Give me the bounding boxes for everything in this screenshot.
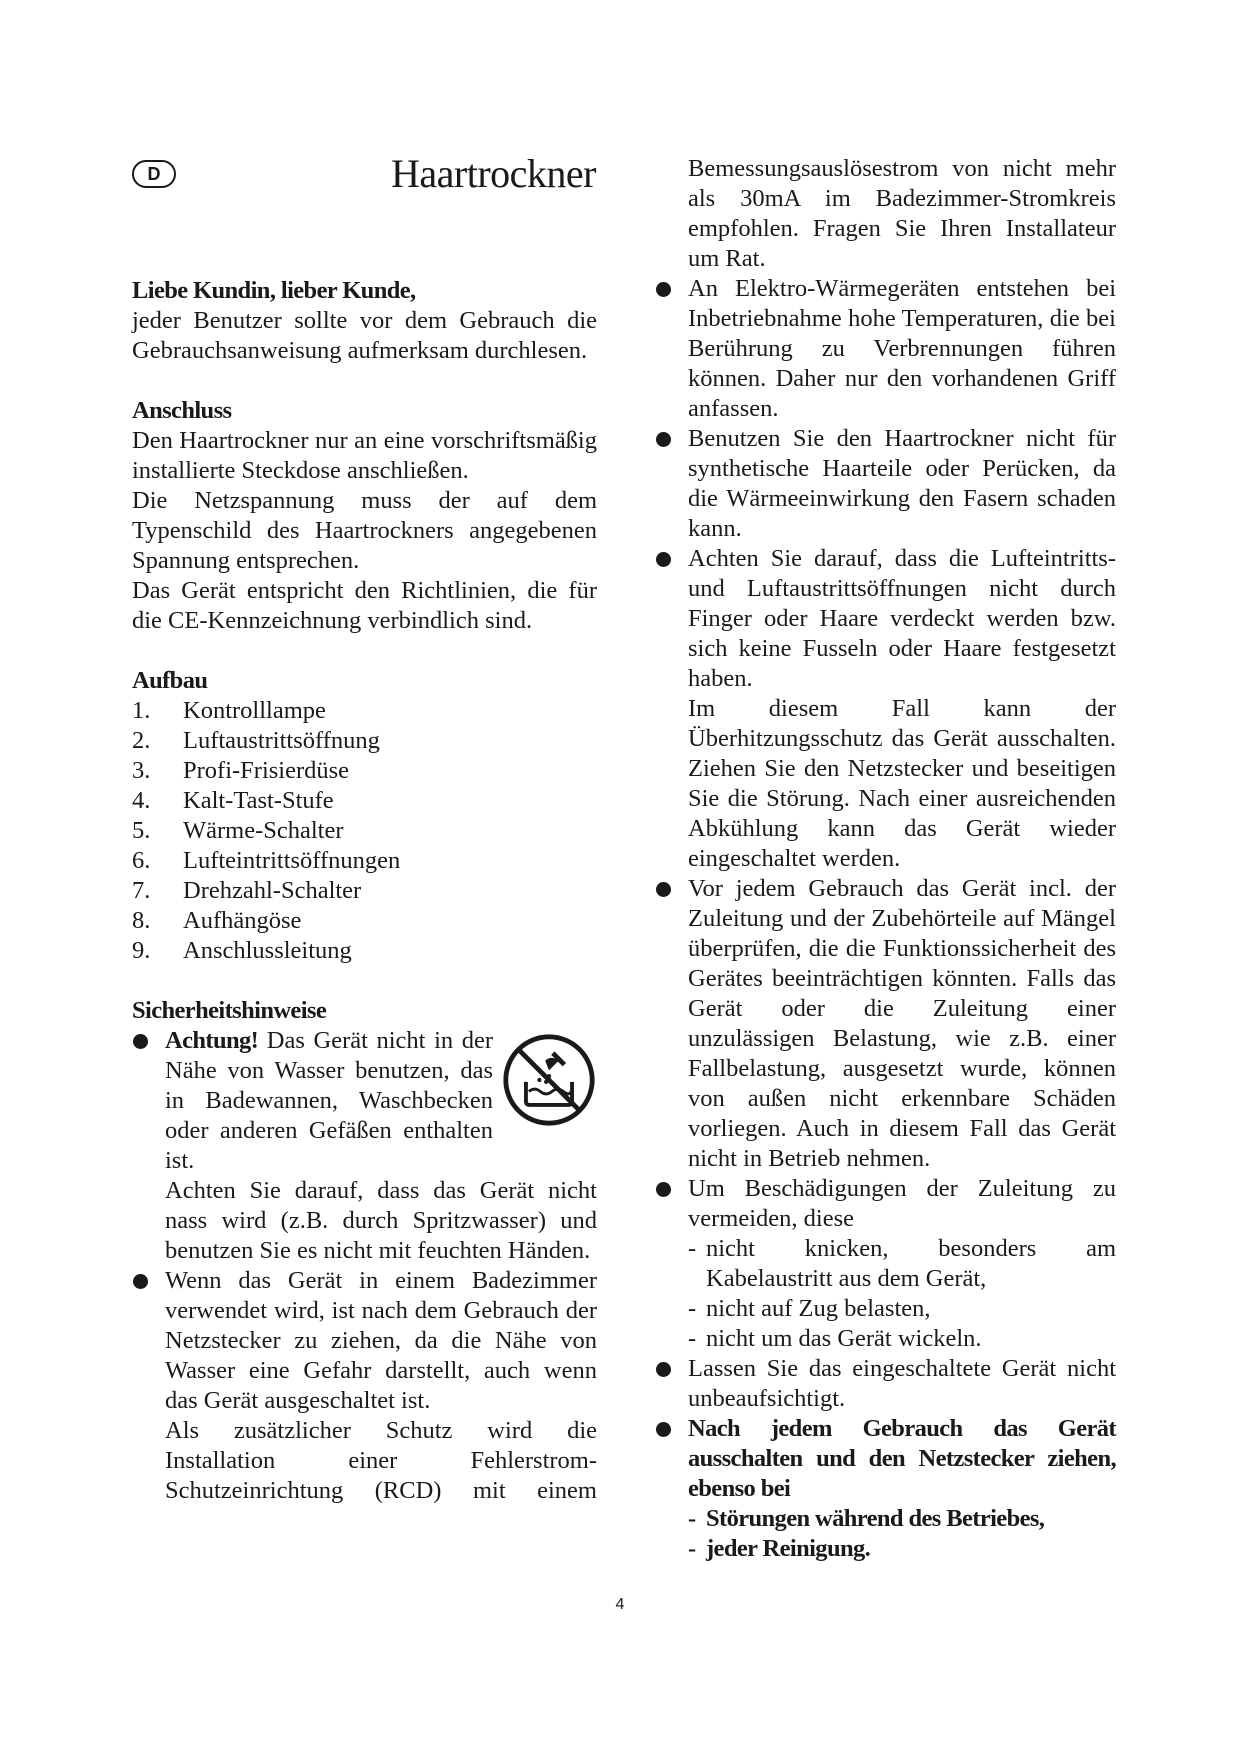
safety-item-unplug <box>655 1414 1116 1564</box>
safety-overheat-text: Im diesem Fall kann der Überhitzungsschutz das Gerät ausschalten. Ziehen Sie den Netzstecker und beseitigen Sie die Störung. Nach einer ausreichenden Abkühlung kann das Gerät wieder eingeschaltet werden. <box>688 695 1116 872</box>
salutation: Liebe Kundin, lieber Kunde, <box>132 277 416 304</box>
item-number: 1. <box>132 697 151 724</box>
language-badge: D <box>132 160 176 188</box>
safety-unplug-text: Nach jedem Gebrauch das Gerät ausschalten und den Netzstecker ziehen, ebenso bei <box>688 1415 1116 1502</box>
item-label: Drehzahl-Schalter <box>183 877 362 904</box>
safety-item-water <box>132 1026 597 1266</box>
unplug-dash-list <box>688 1504 1116 1564</box>
safety-item-synthetic <box>655 424 1116 544</box>
safety-rcd-continued <box>655 154 1116 274</box>
no-water-warning-icon <box>501 1032 597 1128</box>
safety-item-cable <box>655 1174 1116 1354</box>
anschluss-paragraph-2: Die Netzspannung muss der auf dem Typenschild des Haartrockners angegebenen Spannung entsprechen. <box>132 487 597 574</box>
safety-airflow-text: Achten Sie darauf, dass die Lufteintritts- und Luftaustrittsöffnungen nicht durch Finger oder Haare verdeckt werden bzw. sich keine Fusseln oder Haare festgesetzt haben. <box>688 545 1116 692</box>
item-label: Wärme-Schalter <box>183 817 344 844</box>
safety-bathroom-text: Wenn das Gerät in einem Badezimmer verwendet wird, ist nach dem Gebrauch der Netzstecker zu ziehen, da die Nähe von Wasser eine Gefahr darstellt, auch wenn das Gerät ausgeschaltet ist. <box>165 1267 597 1414</box>
item-number: 8. <box>132 907 151 934</box>
item-label: Anschlussleitung <box>183 937 352 964</box>
list-item <box>132 936 597 966</box>
list-item <box>132 756 597 786</box>
safety-item-airflow <box>655 544 1116 874</box>
safety-item-bathroom <box>132 1266 597 1506</box>
safety-synthetic-text: Benutzen Sie den Haartrockner nicht für synthetische Haarteile oder Perücken, da die Wärmeeinwirkung den Fasern schaden kann. <box>688 425 1116 542</box>
anschluss-heading: Anschluss <box>132 397 232 424</box>
list-item: - nicht um das Gerät wickeln. <box>688 1324 1116 1354</box>
safety-rcd-continued-text: Bemessungsauslösestrom von nicht mehr als 30mA im Badezimmer-Stromkreis empfohlen. Fragen Sie Ihren Installateur um Rat. <box>688 155 1116 272</box>
item-label: Kalt-Tast-Stufe <box>183 787 334 814</box>
aufbau-heading: Aufbau <box>132 667 208 694</box>
item-number: 9. <box>132 937 151 964</box>
list-item <box>132 846 597 876</box>
list-item <box>132 726 597 756</box>
item-number: 2. <box>132 727 151 754</box>
item-number: 3. <box>132 757 151 784</box>
safety-water-text-2: Achten Sie darauf, dass das Gerät nicht nass wird (z.B. durch Spritzwasser) und benutzen Sie es nicht mit feuchten Händen. <box>165 1177 597 1264</box>
safety-list-continued <box>655 154 1116 1564</box>
item-number: 6. <box>132 847 151 874</box>
list-item <box>132 696 597 726</box>
safety-item-heat <box>655 274 1116 424</box>
safety-water-text: Achtung! Das Gerät nicht in der Nähe von Wasser benutzen, das in Badewannen, Waschbecken oder anderen Gefäßen enthalten ist. <box>165 1027 493 1174</box>
list-item <box>132 906 597 936</box>
list-item: - nicht auf Zug belasten, <box>688 1294 1116 1324</box>
list-item: - nicht knicken, besonders am Kabelaustritt aus dem Gerät, <box>688 1234 1116 1294</box>
safety-inspection-text: Vor jedem Gebrauch das Gerät incl. der Zuleitung und der Zubehörteile auf Mängel überprüfen, die die Funktionssicherheit des Gerätes beeinträchtigen könnten. Falls das Gerät oder die Zuleitung einer unzulässigen Belastung, wie z.B. einer Fallbelastung, ausgesetzt wurde, können von außen nicht erkennbare Schäden vorliegen. Auch in diesem Fall das Gerät nicht in Betrieb nehmen. <box>688 875 1116 1172</box>
item-label: Luftaustrittsöffnung <box>183 727 380 754</box>
safety-list <box>132 1026 597 1506</box>
item-label: Aufhängöse <box>183 907 302 934</box>
safety-item-unattended <box>655 1354 1116 1414</box>
item-label: Lufteintrittsöffnungen <box>183 847 401 874</box>
list-item: - jeder Reinigung. <box>688 1534 1116 1564</box>
item-label: Profi-Frisierdüse <box>183 757 350 784</box>
anschluss-paragraph-1: Den Haartrockner nur an eine vorschriftsmäßig installierte Steckdose anschließen. <box>132 427 597 484</box>
intro-text: jeder Benutzer sollte vor dem Gebrauch die Gebrauchsanweisung aufmerksam durchlesen. <box>132 307 597 364</box>
cable-dash-list <box>688 1234 1116 1354</box>
safety-heat-text: An Elektro-Wärmegeräten entstehen bei Inbetriebnahme hohe Temperaturen, die bei Berührung zu Verbrennungen führen können. Daher nur den vorhandenen Griff anfassen. <box>688 275 1116 422</box>
aufbau-list <box>132 696 597 966</box>
safety-item-inspection <box>655 874 1116 1174</box>
safety-heading: Sicherheitshinweise <box>132 997 327 1024</box>
safety-cable-text: Um Beschädigungen der Zuleitung zu vermeiden, diese <box>688 1175 1116 1232</box>
page-number: 4 <box>615 1596 625 1613</box>
item-number: 7. <box>132 877 151 904</box>
list-item <box>132 816 597 846</box>
item-label: Kontrolllampe <box>183 697 326 724</box>
safety-unattended-text: Lassen Sie das eingeschaltete Gerät nicht unbeaufsichtigt. <box>688 1355 1116 1412</box>
right-column <box>655 154 1116 1564</box>
item-number: 4. <box>132 787 151 814</box>
anschluss-paragraph-3: Das Gerät entspricht den Richtlinien, die für die CE-Kennzeichnung verbindlich sind. <box>132 577 597 634</box>
item-number: 5. <box>132 817 151 844</box>
list-item <box>132 786 597 816</box>
list-item: - Störungen während des Betriebes, <box>688 1504 1116 1534</box>
safety-rcd-text: Als zusätzlicher Schutz wird die Installation einer Fehlerstrom-Schutzeinrichtung (RCD) mit einem <box>165 1417 597 1504</box>
page-title: Haartrockner <box>391 151 596 196</box>
left-column <box>132 276 597 1506</box>
list-item <box>132 876 597 906</box>
